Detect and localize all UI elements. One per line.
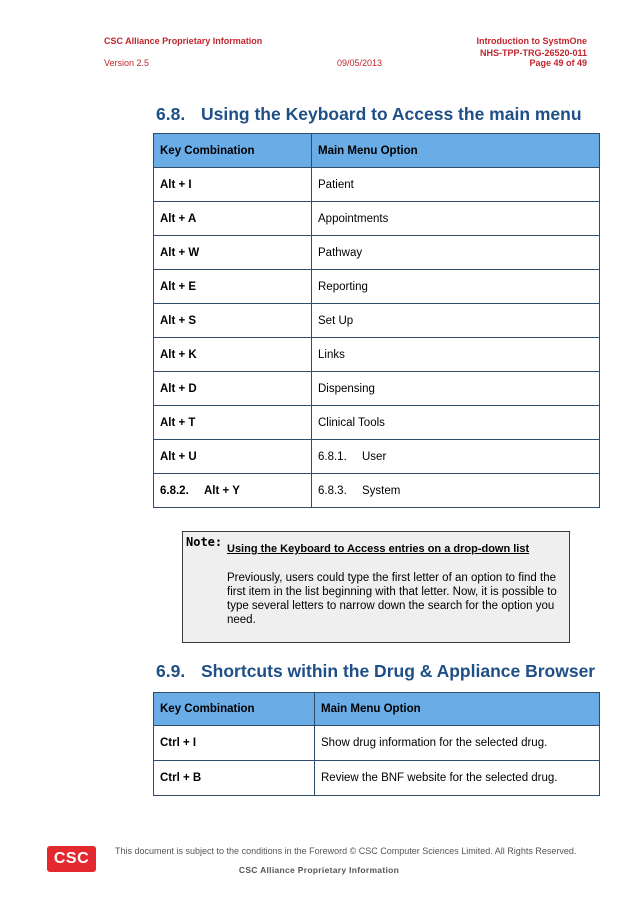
table-row — [154, 372, 600, 406]
header-version: Version 2.5 — [104, 58, 150, 68]
option-cell: Show drug information for the selected drug. — [315, 726, 600, 761]
key-cell — [154, 474, 312, 508]
table-row — [154, 236, 600, 270]
heading-number: 6.8.2. — [160, 484, 189, 497]
option-cell: Dispensing — [312, 372, 600, 406]
key-cell: Alt + A — [154, 202, 312, 236]
column-header-key: Key Combination — [154, 134, 312, 168]
heading-number: 6.8.1. — [318, 450, 347, 463]
key-cell: Alt + K — [154, 338, 312, 372]
option-cell: Pathway — [312, 236, 600, 270]
note-box — [182, 531, 570, 643]
table-row — [154, 406, 600, 440]
key-cell: Alt + D — [154, 372, 312, 406]
option-cell: Set Up — [312, 304, 600, 338]
keyboard-main-menu-table — [153, 133, 600, 508]
drug-browser-shortcuts-table — [153, 692, 600, 796]
note-title: Using the Keyboard to Access entries on a drop-down list — [227, 543, 530, 555]
table-row — [154, 168, 600, 202]
section-title: Shortcuts within the Drug & Appliance Browser — [201, 661, 596, 681]
csc-logo: CSC — [47, 846, 96, 872]
table-row — [154, 474, 600, 508]
header-page-number: Page 49 of 49 — [529, 58, 587, 68]
table-row — [154, 304, 600, 338]
section-title: Using the Keyboard to Access the main menu — [201, 104, 582, 124]
option-cell: Reporting — [312, 270, 600, 304]
table-row — [154, 270, 600, 304]
section-heading-6-9 — [156, 661, 595, 682]
option-cell: Patient — [312, 168, 600, 202]
footer-notice: This document is subject to the conditions in the Foreword © CSC Computer Sciences Limited. All Rights Reserved. — [115, 846, 577, 856]
option-cell: Links — [312, 338, 600, 372]
section-number: 6.9. — [156, 661, 186, 681]
key-label: Alt + Y — [204, 484, 240, 497]
key-cell: Alt + S — [154, 304, 312, 338]
option-cell: Review the BNF website for the selected drug. — [315, 761, 600, 796]
key-cell: Alt + U — [154, 440, 312, 474]
header-doc-title: Introduction to SystmOne — [476, 36, 587, 46]
header-date: 09/05/2013 — [337, 58, 383, 68]
key-cell: Ctrl + I — [154, 726, 315, 761]
table-header-row — [154, 693, 600, 726]
option-cell — [312, 474, 600, 508]
option-label: User — [362, 450, 387, 463]
option-cell — [312, 440, 600, 474]
note-label: Note: — [186, 535, 223, 549]
key-cell: Alt + E — [154, 270, 312, 304]
table-row — [154, 726, 600, 761]
option-label: System — [362, 484, 401, 497]
table-header-row — [154, 134, 600, 168]
table-row — [154, 761, 600, 796]
option-cell: Appointments — [312, 202, 600, 236]
option-cell: Clinical Tools — [312, 406, 600, 440]
key-cell: Ctrl + B — [154, 761, 315, 796]
footer-proprietary: CSC Alliance Proprietary Information — [238, 865, 400, 875]
table-row — [154, 202, 600, 236]
section-heading-6-8 — [156, 104, 582, 125]
note-body: Previously, users could type the first letter of an option to find the first item in the list beginning with that letter. Now, it is possible to type several letters to narrow down the search for the option you need. — [227, 572, 557, 626]
key-cell: Alt + W — [154, 236, 312, 270]
key-cell: Alt + I — [154, 168, 312, 202]
table-row — [154, 338, 600, 372]
header-doc-ref: NHS-TPP-TRG-26520-011 — [479, 48, 587, 58]
table-row — [154, 440, 600, 474]
column-header-option: Main Menu Option — [315, 693, 600, 726]
header-proprietary: CSC Alliance Proprietary Information — [104, 36, 263, 46]
column-header-option: Main Menu Option — [312, 134, 600, 168]
heading-number: 6.8.3. — [318, 484, 347, 497]
section-number: 6.8. — [156, 104, 186, 124]
key-cell: Alt + T — [154, 406, 312, 440]
column-header-key: Key Combination — [154, 693, 315, 726]
